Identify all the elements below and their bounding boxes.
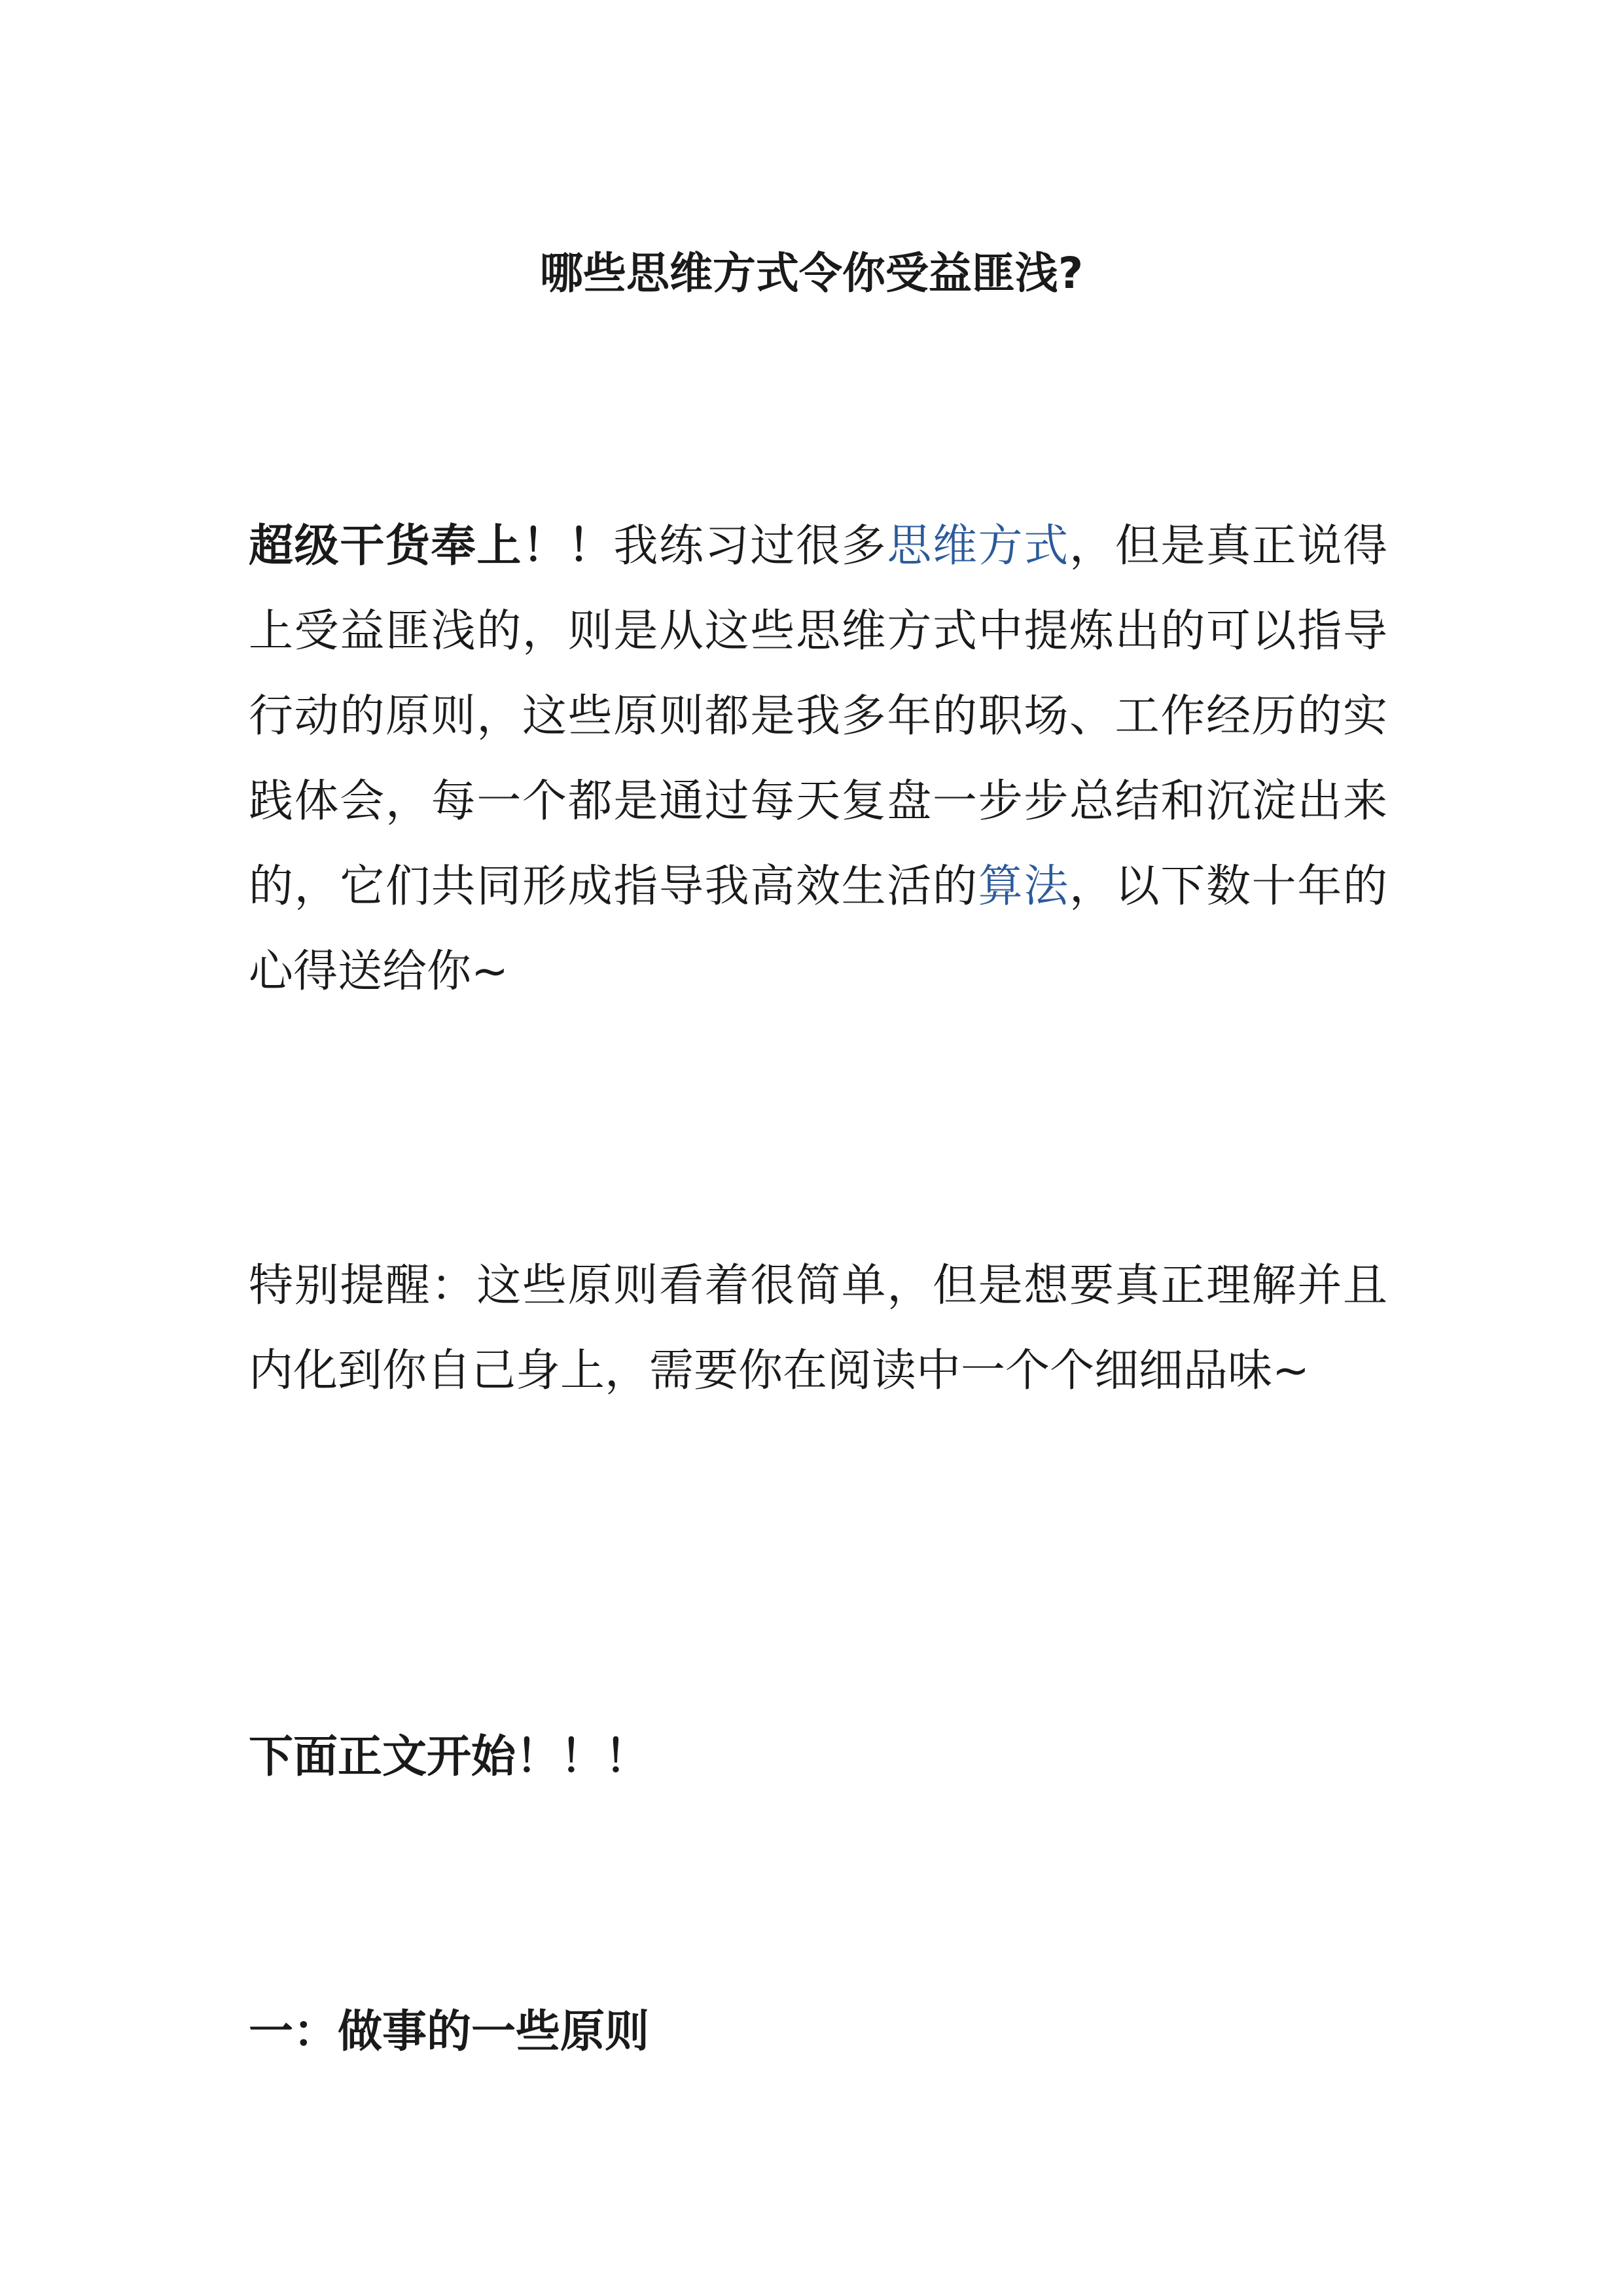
- start-heading: 下面正文开始！！！: [249, 1731, 650, 1783]
- reminder-paragraph: 特别提醒：这些原则看着很简单，但是想要真正理解并且内化到你自己身上，需要你在阅读中一个个细细品味~: [249, 1260, 1387, 1397]
- link-algorithm[interactable]: 算法: [978, 861, 1069, 912]
- intro-text-3: ，以下数十年的心得送给你~: [249, 861, 1387, 997]
- intro-bold-lead: 超级干货奉上！！: [249, 520, 614, 572]
- section-heading: 一：做事的一些原则: [249, 2006, 650, 2058]
- link-thinking-methods[interactable]: 思维方式: [887, 520, 1069, 572]
- intro-paragraph: [249, 504, 1387, 1014]
- intro-text-2: ，但是真正说得上受益匪浅的，则是从这些思维方式中提炼出的可以指导行动的原则，这些原则都是我多年的职场、工作经历的实践体会，每一个都是通过每天复盘一步步总结和沉淀出来的，它们共同形成指导我高效生活的: [249, 520, 1387, 912]
- intro-text-1: 我练习过很多: [613, 520, 887, 572]
- page-title: 哪些思维方式令你受益匪浅?: [539, 248, 1084, 298]
